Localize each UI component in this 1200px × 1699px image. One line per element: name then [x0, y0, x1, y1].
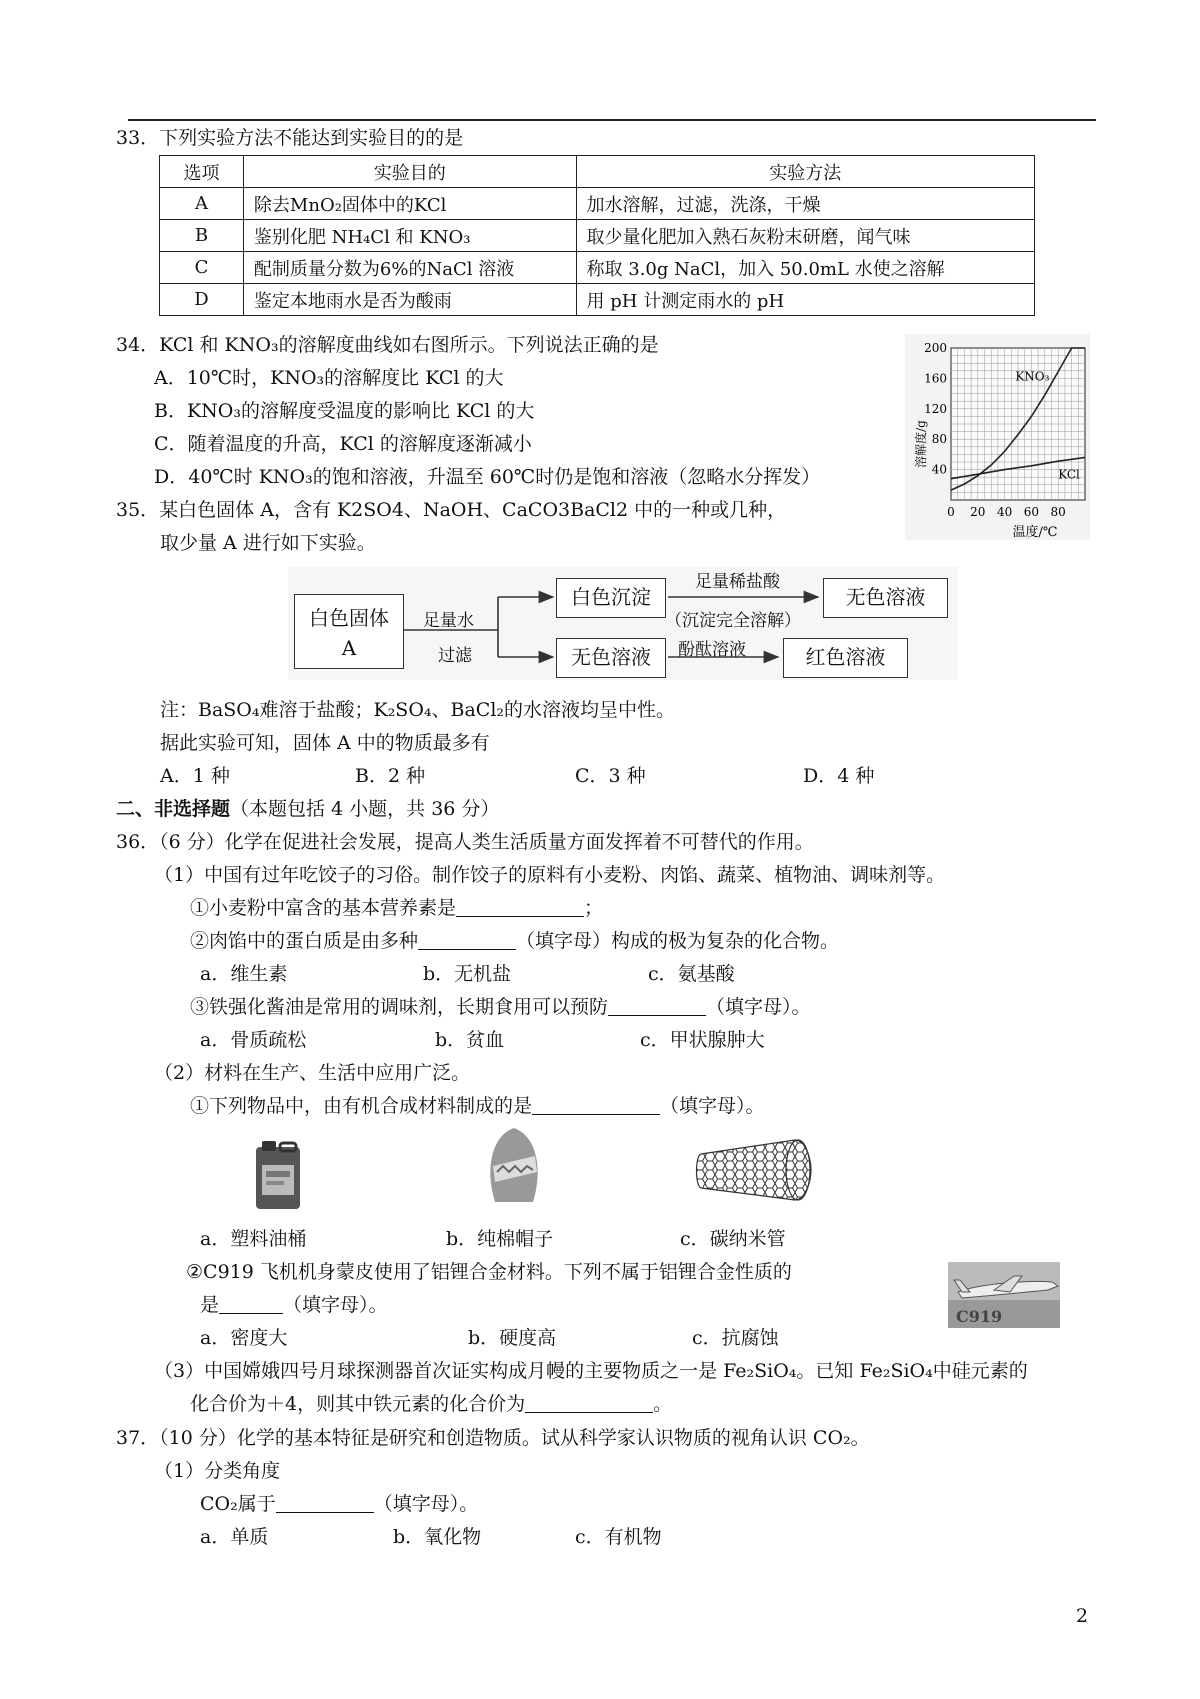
x-tick-label: 40: [996, 505, 1013, 519]
answer-blank[interactable]: [456, 898, 584, 917]
q36-part1: （1）中国有过年吃饺子的习俗。制作饺子的原料有小麦粉、肉馅、蔬菜、植物油、调味剂等。: [154, 864, 946, 886]
q34-option-c: C．随着温度的升高，KCl 的溶解度逐渐减小: [154, 433, 532, 455]
x-tick-label: 0: [947, 505, 955, 519]
q36-part1-3-opt-a: a．骨质疏松: [200, 1029, 307, 1051]
table-header-option: 选项: [160, 156, 244, 188]
q35-option-b: B．2 种: [355, 765, 426, 787]
answer-blank[interactable]: [532, 1096, 660, 1115]
q34-option-d: D．40℃时 KNO₃的饱和溶液，升温至 60℃时仍是饱和溶液（忽略水分挥发）: [154, 466, 821, 488]
box-colorless-solution-1: 无色溶液: [823, 578, 948, 618]
q36-part2-2-line1: ②C919 飞机机身蒙皮使用了铝锂合金材料。下列不属于铝锂合金性质的: [186, 1261, 792, 1283]
table-cell-option: B: [160, 220, 244, 252]
q36-part2-2-line2: [200, 1294, 388, 1318]
q36-part2-1-opt-b: b．纯棉帽子: [446, 1228, 554, 1250]
table-cell-method: 取少量化肥加入熟石灰粉末研磨，闻气味: [576, 220, 1034, 252]
table-header-row: [160, 156, 1035, 188]
label-hcl: 足量稀盐酸: [695, 572, 780, 592]
y-tick-label: 80: [931, 432, 947, 447]
q36-part3-end: 。: [653, 1393, 673, 1415]
series-label-kcl: KCl: [1058, 467, 1080, 482]
q36-part1-3-opt-b: b．贫血: [435, 1029, 505, 1051]
q37-part1-1-text: CO₂属于: [200, 1493, 276, 1515]
q36-part1-2-end: （填字母）构成的极为复杂的化合物。: [516, 930, 840, 952]
q36-part1-2: [190, 930, 839, 954]
table-row: [160, 220, 1035, 252]
q36-part2-2-text: 是: [200, 1294, 220, 1316]
table-row: [160, 284, 1035, 316]
chart-ylabel: 溶解度/g: [914, 420, 928, 468]
table-cell-option: C: [160, 252, 244, 284]
q35-option-c: C．3 种: [575, 765, 646, 787]
section2-title: 二、非选择题: [116, 798, 231, 820]
q36-part2-2-opt-a: a．密度大: [200, 1327, 288, 1349]
q36-part2-1-opt-a: a．塑料油桶: [200, 1228, 307, 1250]
q37-part1-opt-b: b．氧化物: [393, 1526, 482, 1548]
q35-option-d: D．4 种: [803, 765, 875, 787]
q36-part3-line2: [190, 1393, 672, 1417]
q36-part3-text: 化合价为＋4，则其中铁元素的化合价为: [190, 1393, 526, 1415]
q37-stem: 37．（10 分）化学的基本特征是研究和创造物质。试从科学家认识物质的视角认识 CO₂。: [116, 1427, 870, 1449]
y-tick-label: 120: [924, 401, 947, 416]
q36-part2-1-end: （填字母）。: [660, 1095, 765, 1117]
y-tick-label: 40: [931, 462, 947, 477]
answer-blank[interactable]: [525, 1394, 653, 1413]
table-header-method: 实验方法: [576, 156, 1034, 188]
answer-blank[interactable]: [608, 997, 706, 1016]
series-label-kno3: KNO₃: [1015, 369, 1050, 384]
q35-ask: 据此实验可知，固体 A 中的物质最多有: [160, 732, 490, 754]
q36-part1-1: [190, 897, 603, 921]
q33-stem: 33．下列实验方法不能达到实验目的的是: [116, 127, 464, 149]
table-cell-purpose: 配制质量分数为6%的NaCl 溶液: [243, 252, 576, 284]
q37-part1-1: [200, 1493, 478, 1517]
q36-part1-1-text: ①小麦粉中富含的基本营养素是: [190, 897, 457, 919]
q36-part1-3-text: ③铁强化酱油是常用的调味剂，长期食用可以预防: [190, 996, 609, 1018]
table-cell-option: D: [160, 284, 244, 316]
q35-stem-line2: 取少量 A 进行如下实验。: [160, 532, 376, 554]
q37-part1-opt-c: c．有机物: [575, 1526, 662, 1548]
q36-part1-3-opt-c: c．甲状腺肿大: [640, 1029, 765, 1051]
q37-part1: （1）分类角度: [154, 1460, 281, 1482]
box-a-line2: A: [341, 636, 357, 660]
table-cell-method: 称取 3.0g NaCl，加入 50.0mL 水使之溶解: [576, 252, 1034, 284]
section2-note: （本题包括 4 小题，共 36 分）: [230, 798, 500, 820]
y-tick-label: 160: [924, 371, 947, 386]
x-tick-label: 60: [1023, 505, 1040, 519]
q37-part1-opt-a: a．单质: [200, 1526, 269, 1548]
q36-part1-2-opt-c: c．氨基酸: [648, 963, 735, 985]
table-cell-method: 加水溶解，过滤，洗涤，干燥: [576, 188, 1034, 220]
c919-label: C919: [956, 1307, 1003, 1326]
q36-stem: 36．（6 分）化学在促进社会发展，提高人类生活质量方面发挥着不可替代的作用。: [116, 831, 814, 853]
box-red-solution: 红色溶液: [783, 638, 908, 678]
page-number: 2: [1076, 1605, 1089, 1627]
c919-airplane-image: [948, 1262, 1060, 1328]
answer-blank[interactable]: [276, 1494, 374, 1513]
label-phenolphthalein: 酚酞溶液: [678, 640, 746, 660]
q36-part2-1-opt-c: c．碳纳米管: [680, 1228, 786, 1250]
q37-part1-1-end: （填字母）。: [373, 1493, 479, 1515]
q36-part1-2-text: ②肉馅中的蛋白质是由多种: [190, 930, 419, 952]
table-cell-method: 用 pH 计测定雨水的 pH: [576, 284, 1034, 316]
y-tick-label: 200: [924, 341, 947, 355]
table-row: [160, 252, 1035, 284]
solubility-chart: [905, 334, 1090, 540]
q35-option-a: A．1 种: [160, 765, 230, 787]
q36-part1-3-end: （填字母）。: [706, 996, 811, 1018]
x-tick-label: 20: [970, 505, 986, 519]
x-tick-label: 80: [1050, 505, 1066, 519]
table-cell-purpose: 除去MnO₂固体中的KCl: [243, 188, 576, 220]
q35-stem-line1: 35．某白色固体 A，含有 K2SO4、NaOH、CaCO3BaCl2 中的一种或几种，: [116, 499, 787, 521]
q36-part2-2-end: （填字母）。: [283, 1294, 388, 1316]
q36-part2: （2）材料在生产、生活中应用广泛。: [154, 1062, 471, 1084]
q34-stem: 34．KCl 和 KNO₃的溶解度曲线如右图所示。下列说法正确的是: [116, 334, 659, 356]
q36-part2-2-opt-b: b．硬度高: [468, 1327, 557, 1349]
q33-table: [159, 155, 1035, 316]
q36-part1-2-opt-a: a．维生素: [200, 963, 288, 985]
q36-part1-3: [190, 996, 811, 1020]
section2-heading: [116, 798, 499, 822]
box-colorless-solution-2: 无色溶液: [556, 638, 666, 678]
q36-part2-1-text: ①下列物品中，由有机合成材料制成的是: [190, 1095, 533, 1117]
q36-part1-1-end: ；: [584, 897, 604, 919]
table-cell-option: A: [160, 188, 244, 220]
q36-part1-2-opt-b: b．无机盐: [423, 963, 512, 985]
chart-xlabel: 温度/℃: [1012, 525, 1058, 540]
q36-part2-1: [190, 1095, 765, 1119]
q35-note: 注：BaSO₄难溶于盐酸；K₂SO₄、BaCl₂的水溶液均呈中性。: [160, 699, 676, 721]
q34-option-b: B．KNO₃的溶解度受温度的影响比 KCl 的大: [154, 400, 535, 422]
carbon-nanotube-image: [695, 1134, 815, 1206]
header-rule: [128, 119, 1096, 121]
cotton-hat-image: [483, 1126, 545, 1210]
label-precipitate-dissolve: （沉淀完全溶解）: [665, 611, 801, 631]
label-water: 足量水: [423, 611, 474, 631]
table-cell-purpose: 鉴别化肥 NH₄Cl 和 KNO₃: [243, 220, 576, 252]
label-filter: 过滤: [438, 646, 472, 666]
answer-blank[interactable]: [418, 931, 516, 950]
table-header-purpose: 实验目的: [243, 156, 576, 188]
q36-part2-2-opt-c: c．抗腐蚀: [692, 1327, 779, 1349]
box-white-precipitate: 白色沉淀: [556, 578, 666, 618]
table-row: [160, 188, 1035, 220]
q36-part3-line1: （3）中国嫦娥四号月球探测器首次证实构成月幔的主要物质之一是 Fe₂SiO₄。已知 Fe₂SiO₄中硅元素的: [154, 1360, 1028, 1382]
box-a-line1: 白色固体: [309, 606, 389, 630]
plastic-oil-drum-image: [252, 1139, 304, 1211]
table-cell-purpose: 鉴定本地雨水是否为酸雨: [243, 284, 576, 316]
answer-blank[interactable]: [219, 1295, 283, 1314]
q34-option-a: A．10℃时，KNO₃的溶解度比 KCl 的大: [154, 367, 504, 389]
flow-diagram: [288, 567, 958, 680]
